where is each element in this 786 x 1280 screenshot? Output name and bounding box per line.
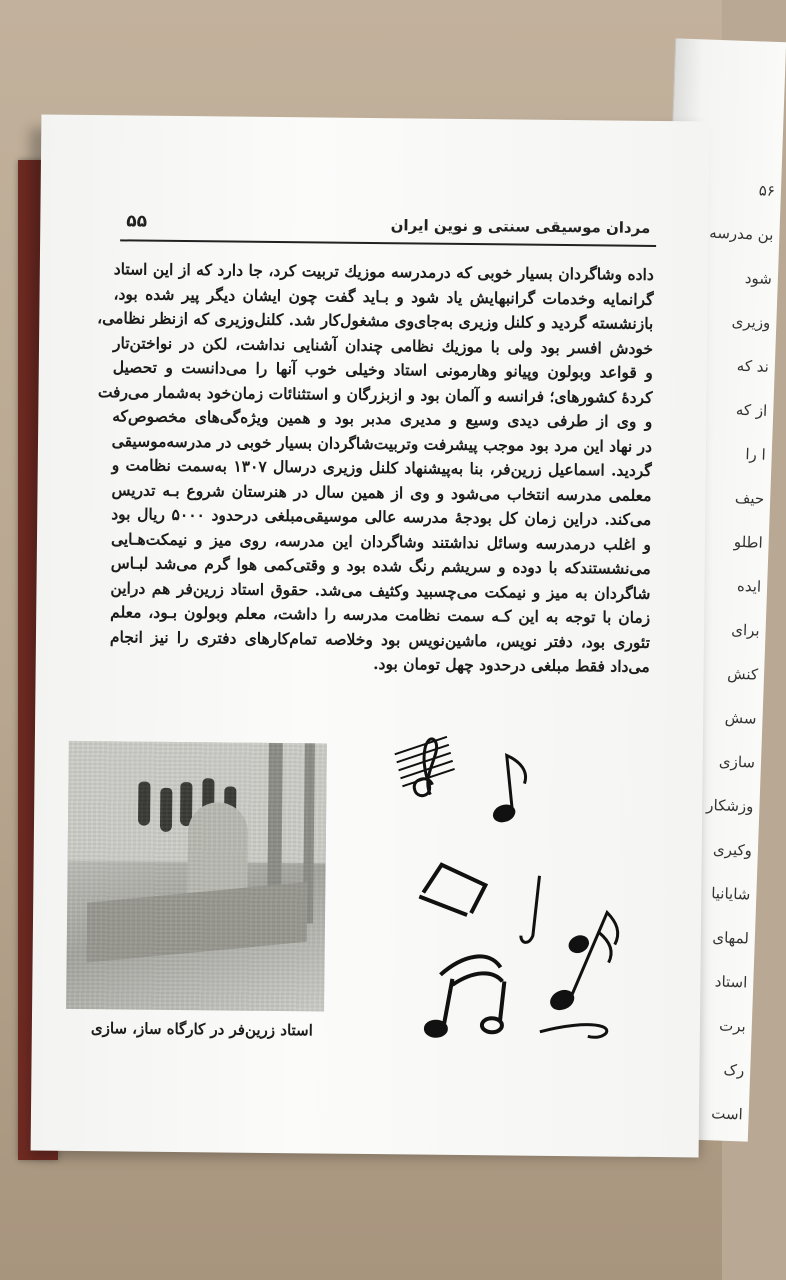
photo-caption: استاد زرین‌فر در کارگاه ساز، سازی (90, 1019, 313, 1040)
next-page-text-fragment: شود (744, 268, 773, 288)
next-page-text-fragment: ۵۶ (758, 181, 776, 200)
next-page-text-fragment: ایده (736, 576, 762, 596)
text-line: زمان با توجه به این کـه سمت نظامت مدرسه را داشت، معلم وبولون بـود، معلم (110, 602, 651, 627)
text-line: و اغلب درمدرسه وسائل نداشتند وشاگردان این مدرسه، روی میز و نیمکت‌هـایی (110, 528, 652, 554)
running-title: مردان موسیقی سنتی و نوین ایران (390, 216, 651, 237)
text-line: کردهٔ کشورهای؛ فرانسه و آلمان بود و ازبزرگان و استثنائات زمان‌خود به‌شمار می‌رفت (97, 381, 653, 407)
header-rule (120, 239, 656, 247)
next-page-text-fragment: لمهای (712, 928, 750, 948)
music-notes-illustration (392, 734, 625, 1036)
text-line: گردید. اسماعیل زرین‌فر، بنا به‌پیشنهاد کلنل وزیری درسال ۱۳۰۷ به‌سمت نظامت و (111, 455, 652, 480)
text-line: بازنشسته گردید و کلنل وزیری به‌جای‌وی مشغول‌کار شد. کلنل‌وزیری که ازنظر نظامی، (97, 308, 654, 333)
quarter-note-icon (521, 876, 540, 943)
next-page-text-fragment: برای (730, 620, 760, 640)
next-page-text-fragment: وکیری (712, 840, 753, 860)
next-page-text-fragment: سازی (718, 752, 756, 772)
next-page-text-fragment: سش (724, 708, 757, 728)
next-page-text-fragment: اطلو (733, 532, 763, 552)
next-page-text-fragment: حیف (734, 488, 765, 508)
next-page-text-fragment: کنش (726, 664, 759, 684)
text-line: و وی از طرفی دیدی وسیع و مدیری مدبر بود و همین ویژه‌گی‌های مخصوص‌که (112, 406, 653, 431)
sixteenth-note-icon (549, 912, 618, 1013)
rest-curl-icon (540, 1024, 607, 1037)
text-line: می‌کند. دراین زمان کل بودجهٔ مدرسه عالی موسیقی‌مبلغی درحدود ۵۰۰۰ ریال بود (111, 504, 652, 529)
page-header (120, 209, 656, 249)
text-line: گرانمایه وخدمات گرانبهایش یاد شود و بـاید گفت چون ایشان دیگر پیر شده بود، (113, 283, 654, 309)
body-text (97, 257, 654, 679)
next-page-text-fragment: بن مدرسه (709, 223, 774, 244)
text-line: می‌داد فقط مبلغی درحدود چهل تومان بود. (373, 654, 650, 676)
treble-clef-icon (394, 736, 455, 796)
flag-note-icon (426, 956, 505, 1037)
book-page (31, 115, 710, 1158)
beamed-notes-icon (419, 865, 486, 916)
text-line: خودش افسر بود ولی با موزیك نظامی چندان آشنایی نداشت، لکن در نواختن‌تار (112, 332, 654, 358)
next-page-text-fragment: از که (735, 400, 768, 420)
text-line: می‌نشستندکه با دوده و سریشم رنگ شده بود و وقتی‌کمی هوا گرم می‌شد لبـاس (110, 553, 651, 578)
eighth-note-icon (492, 755, 526, 823)
workshop-photo (66, 741, 327, 1012)
next-page-text-fragment: وزیری (731, 312, 771, 332)
text-line: معلمی مدرسه انتخاب می‌شود و وی از همین سال در هنرستان شروع بـه تدریس (111, 479, 652, 505)
next-page-text-fragment: وزشکار (706, 795, 754, 816)
next-page-text-fragment: است (710, 1104, 744, 1124)
next-page-text-fragment: ا را (745, 445, 767, 464)
next-page-text-fragment: شایانیا (710, 884, 751, 904)
text-line: در نهاد این مرد بود موجب پیشرفت وتربیت‌شاگردان بسیار خوبی در مدرسه‌موسیقی (111, 430, 653, 456)
next-page-text-fragment: ند که (736, 356, 770, 376)
next-page-text-fragment: رک (723, 1060, 745, 1080)
text-line: و قواعد وبولون وپیانو وهارمونی استاد وخیلی خوب آنها را می‌دانست و تحصیل (112, 357, 653, 382)
text-line: شاگردان به میز و نیمکت می‌چسبید وکثیف می‌شد. حقوق استاد زرین‌فر هم دراین (110, 577, 651, 603)
text-line: داده وشاگردان بسیار خوبی که درمدرسه موزیك تربیت کرد، جا دارد که از این استاد (113, 259, 654, 284)
page-number: ۵۵ (126, 211, 148, 232)
next-page-text-fragment: استاد (714, 972, 748, 992)
photo-grain (66, 741, 327, 1012)
text-line: تئوری بود، دفتر نویس، ماشین‌نویس بود وخلاصه تمام‌کارهای دفتری را نیز انجام (109, 626, 651, 652)
next-page-text-fragment: برت (718, 1016, 747, 1036)
